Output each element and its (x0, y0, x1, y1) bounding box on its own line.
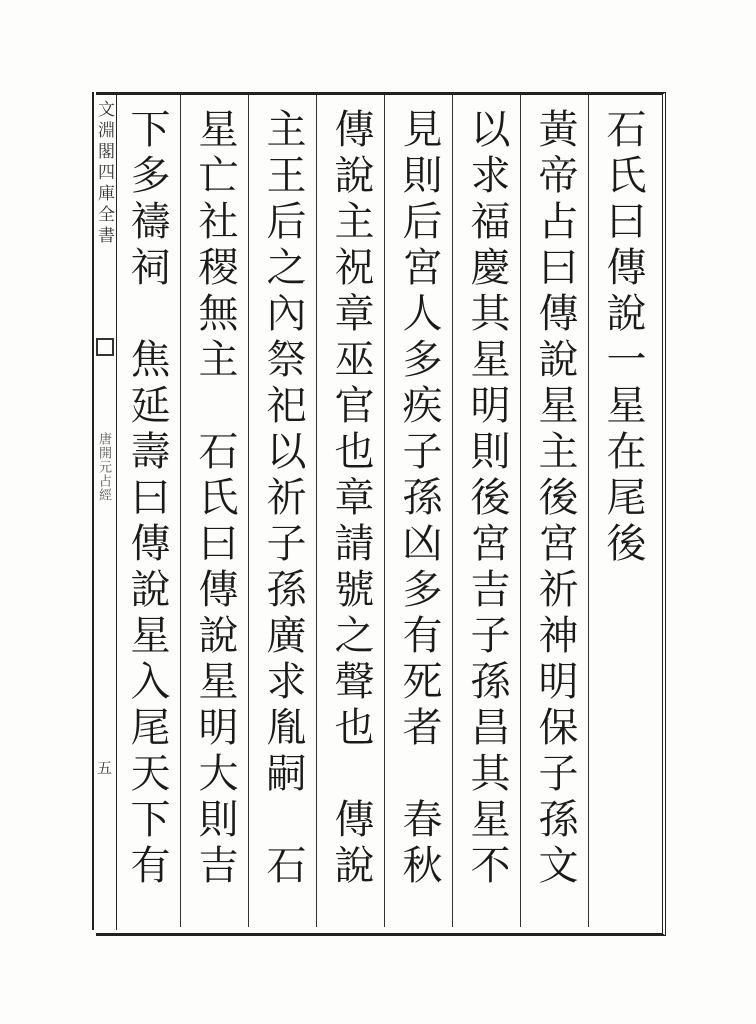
collection-title: 文淵閣四庫全書 (94, 100, 114, 247)
column-text: 石氏曰傳說一星在尾後 (600, 108, 646, 568)
text-column-2 (522, 108, 588, 918)
text-column-4 (386, 108, 452, 918)
column-rule (248, 95, 249, 927)
text-column-5 (318, 108, 384, 918)
column-rule (316, 95, 317, 927)
column-text: 見則后宮人多疾子孫凶多有死者 春秋 (396, 108, 442, 890)
column-rule (180, 95, 181, 927)
column-rule (452, 95, 453, 927)
fish-tail-mark (96, 338, 114, 356)
book-title: 唐開元占經 (96, 432, 111, 502)
text-column-8 (114, 108, 180, 918)
column-rule (520, 95, 521, 927)
column-text: 傳說主祝章巫官也章請號之聲也 傳說 (328, 108, 374, 890)
column-text: 主王后之內祭祀以祈子孫廣求胤嗣 石 (260, 108, 306, 890)
text-column-7 (182, 108, 248, 918)
column-rule (384, 95, 385, 927)
text-column-1 (590, 108, 656, 918)
page-number: 五 (95, 760, 113, 775)
text-column-3 (454, 108, 520, 918)
column-text: 以求福慶其星明則後宮吉子孫昌其星不 (464, 108, 510, 890)
text-column-6 (250, 108, 316, 918)
column-rule (588, 95, 589, 927)
column-text: 下多禱祠 焦延壽曰傳說星入尾天下有 (124, 108, 170, 890)
column-text: 星亡社稷無主 石氏曰傳說星明大則吉 (192, 108, 238, 890)
column-text: 黃帝占曰傳說星主後宮祈神明保子孫文 (532, 108, 578, 890)
